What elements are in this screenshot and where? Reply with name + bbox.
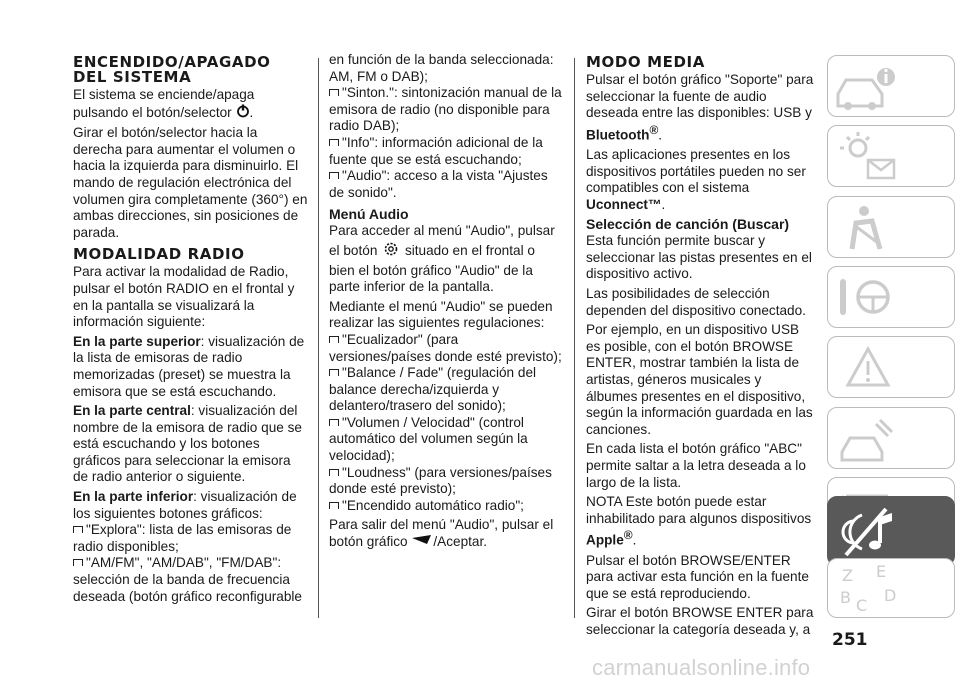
label: En la parte inferior <box>73 489 194 505</box>
heading-radio: MODALIDAD RADIO <box>73 245 245 264</box>
bullet-icon <box>73 526 83 533</box>
tab-emergency[interactable] <box>827 336 955 398</box>
text: : visualización del nombre de la emisora de radio que se está escuchando y los botones gráficos para seleccionar la emisora de radio anterior o siguiente. <box>73 403 302 485</box>
list-item <box>329 465 563 498</box>
list-item <box>73 555 309 605</box>
list-item <box>73 522 309 555</box>
back-arrow-icon <box>411 534 433 551</box>
paragraph: en función de la banda seleccionada: AM, FM o DAB); <box>329 52 554 84</box>
list-item <box>329 332 563 365</box>
column-1 <box>73 52 309 605</box>
settings-gear-icon <box>381 240 401 263</box>
paragraph: Esta función permite buscar y seleccionar las pistas presentes en el dispositivo activo. <box>586 233 812 282</box>
column-divider <box>574 58 575 618</box>
column-3 <box>586 52 814 641</box>
svg-text:D: D <box>884 586 897 605</box>
paragraph: En cada lista el botón gráfico "ABC" permite saltar a la letra deseada a lo largo de la lista. <box>586 441 806 490</box>
bullet-icon <box>329 89 339 96</box>
text: "Ecualizador" (para versiones/países donde esté previsto); <box>329 331 562 364</box>
tab-maintenance[interactable] <box>827 407 955 469</box>
text: . <box>632 532 637 548</box>
list-item <box>329 498 563 515</box>
list-item <box>329 85 563 135</box>
paragraph <box>586 72 814 144</box>
text: situado en el frontal o bien el botón gráfico "Audio" de la parte inferior de la pantalla. <box>329 242 535 295</box>
heading-menu-audio: Menú Audio <box>329 206 409 223</box>
paragraph <box>73 87 309 122</box>
text: "Sinton.": sintonización manual de la emisora de radio (no disponible para radio DAB); <box>329 85 562 134</box>
text: "AM/FM", "AM/DAB", "FM/DAB": selección de la banda de frecuencia deseada (botón gráfico reconfigurable <box>73 555 302 604</box>
text: "Encendido automático radio"; <box>342 497 524 513</box>
list-item <box>329 135 563 168</box>
paragraph <box>73 403 309 486</box>
watermark: carmanualsonline.info <box>592 655 811 680</box>
list-item <box>329 168 563 201</box>
column-2 <box>329 52 563 554</box>
tab-multimedia[interactable] <box>827 496 955 566</box>
text: : visualización de la lista de emisoras de radio memorizadas (preset) se muestra la emisora que se está escuchando. <box>73 333 305 399</box>
paragraph <box>586 494 814 549</box>
text: . <box>661 196 666 212</box>
list-item <box>329 415 563 465</box>
heading-modo-media: MODO MEDIA <box>586 53 705 71</box>
text: Para acceder al menú "Audio", pulsar el botón <box>329 223 555 258</box>
text: "Explora": lista de las emisoras de radio disponibles; <box>73 522 292 554</box>
text: "Audio": acceso a la vista "Ajustes de sonido". <box>329 168 548 200</box>
text: Para salir del menú "Audio", pulsar el botón gráfico <box>329 517 554 550</box>
svg-text:Z: Z <box>842 566 853 585</box>
bullet-icon <box>329 336 339 343</box>
tab-vehicle-info[interactable] <box>827 55 955 117</box>
seatbelt-icon <box>828 197 956 259</box>
paragraph: Girar el botón BROWSE ENTER para seleccionar la categoría deseada y, a <box>586 605 814 637</box>
brand-uconnect: Uconnect™ <box>586 196 662 212</box>
paragraph <box>73 334 309 400</box>
bullet-icon <box>329 172 339 179</box>
text: "Volumen / Velocidad" (control automático del volumen según la velocidad); <box>329 414 528 464</box>
wrench-car-icon <box>828 408 956 470</box>
chapter-tabs <box>827 55 957 618</box>
text: NOTA Este botón puede estar inhabilitado para algunos dispositivos <box>586 494 812 526</box>
text: El sistema se enciende/apaga pulsando el botón/selector <box>73 87 255 120</box>
text: /Aceptar. <box>433 534 488 550</box>
text: "Info": información adicional de la fuente que se está escuchando; <box>329 134 543 167</box>
tab-index[interactable] <box>827 558 955 618</box>
bullet-icon <box>329 139 339 146</box>
bullet-icon <box>73 559 83 566</box>
power-icon <box>236 104 250 123</box>
text: Las aplicaciones presentes en los dispositivos portátiles pueden no ser compatibles con el sistema <box>586 146 806 196</box>
svg-text:C: C <box>856 596 868 615</box>
text: "Balance / Fade" (regulación del balance derecha/izquierda y delantero/trasero del sonido); <box>329 365 537 414</box>
paragraph <box>73 489 309 522</box>
steering-wheel-icon <box>828 267 956 329</box>
registered-mark: ® <box>649 122 659 137</box>
paragraph: Pulsar el botón BROWSE/ENTER para activar esta función en la fuente que se está reproduciendo. <box>586 552 809 601</box>
paragraph <box>329 223 563 295</box>
paragraph: Girar el botón/selector hacia la derecha para aumentar el volumen o hacia la izquierda para disminuirlo. El mando de regulación electrónica del volumen gira completamente (360°) en ambas direcciones, sin posiciones de parada. <box>73 125 308 240</box>
bullet-icon <box>329 369 339 376</box>
bullet-icon <box>329 502 339 509</box>
page-number: 251 <box>832 630 868 650</box>
heading-seleccion: Selección de canción (Buscar) <box>586 216 790 233</box>
tab-safety[interactable] <box>827 196 955 258</box>
brand-apple: Apple <box>586 532 624 548</box>
bullet-icon <box>329 469 339 476</box>
registered-mark: ® <box>623 528 633 543</box>
label: En la parte central <box>73 403 191 419</box>
dashboard-light-icon <box>828 126 956 188</box>
svg-text:B: B <box>840 588 851 607</box>
paragraph: Por ejemplo, en un dispositivo USB es posible, con el botón BROWSE ENTER, mostrar también la lista de artistas, géneros musicales y álbumes presentes en el dispositivo, según la información guardada en las canciones. <box>586 322 813 437</box>
tab-warning-lights[interactable] <box>827 125 955 187</box>
heading-encendido: ENCENDIDO/APAGADO DEL SISTEMA <box>73 53 271 86</box>
list-item <box>329 365 563 415</box>
warning-triangle-icon <box>828 337 956 399</box>
text: : visualización de los siguientes botones gráficos: <box>73 489 297 521</box>
text: . <box>249 104 254 120</box>
paragraph: Para activar la modalidad de Radio, pulsar el botón RADIO en el frontal y en la pantalla se visualizará la información siguiente: <box>73 264 295 330</box>
paragraph <box>586 147 814 213</box>
text: "Loudness" (para versiones/países donde esté previsto); <box>329 464 552 497</box>
text: . <box>658 127 663 143</box>
column-divider <box>318 58 319 618</box>
paragraph: Mediante el menú "Audio" se pueden realizar las siguientes regulaciones: <box>329 298 553 331</box>
music-note-signal-icon <box>828 497 956 567</box>
paragraph <box>329 517 563 550</box>
text: Pulsar el botón gráfico "Soporte" para seleccionar la fuente de audio deseada entre las disponibles: USB y <box>586 72 814 121</box>
svg-text:E: E <box>876 562 887 581</box>
brand-bluetooth: Bluetooth <box>586 127 650 143</box>
tab-starting-driving[interactable] <box>827 266 955 328</box>
alphabet-index-icon <box>828 559 956 619</box>
car-info-icon <box>828 56 956 118</box>
bullet-icon <box>329 419 339 426</box>
paragraph: Las posibilidades de selección dependen del dispositivo conectado. <box>586 286 806 318</box>
label: En la parte superior <box>73 333 201 349</box>
